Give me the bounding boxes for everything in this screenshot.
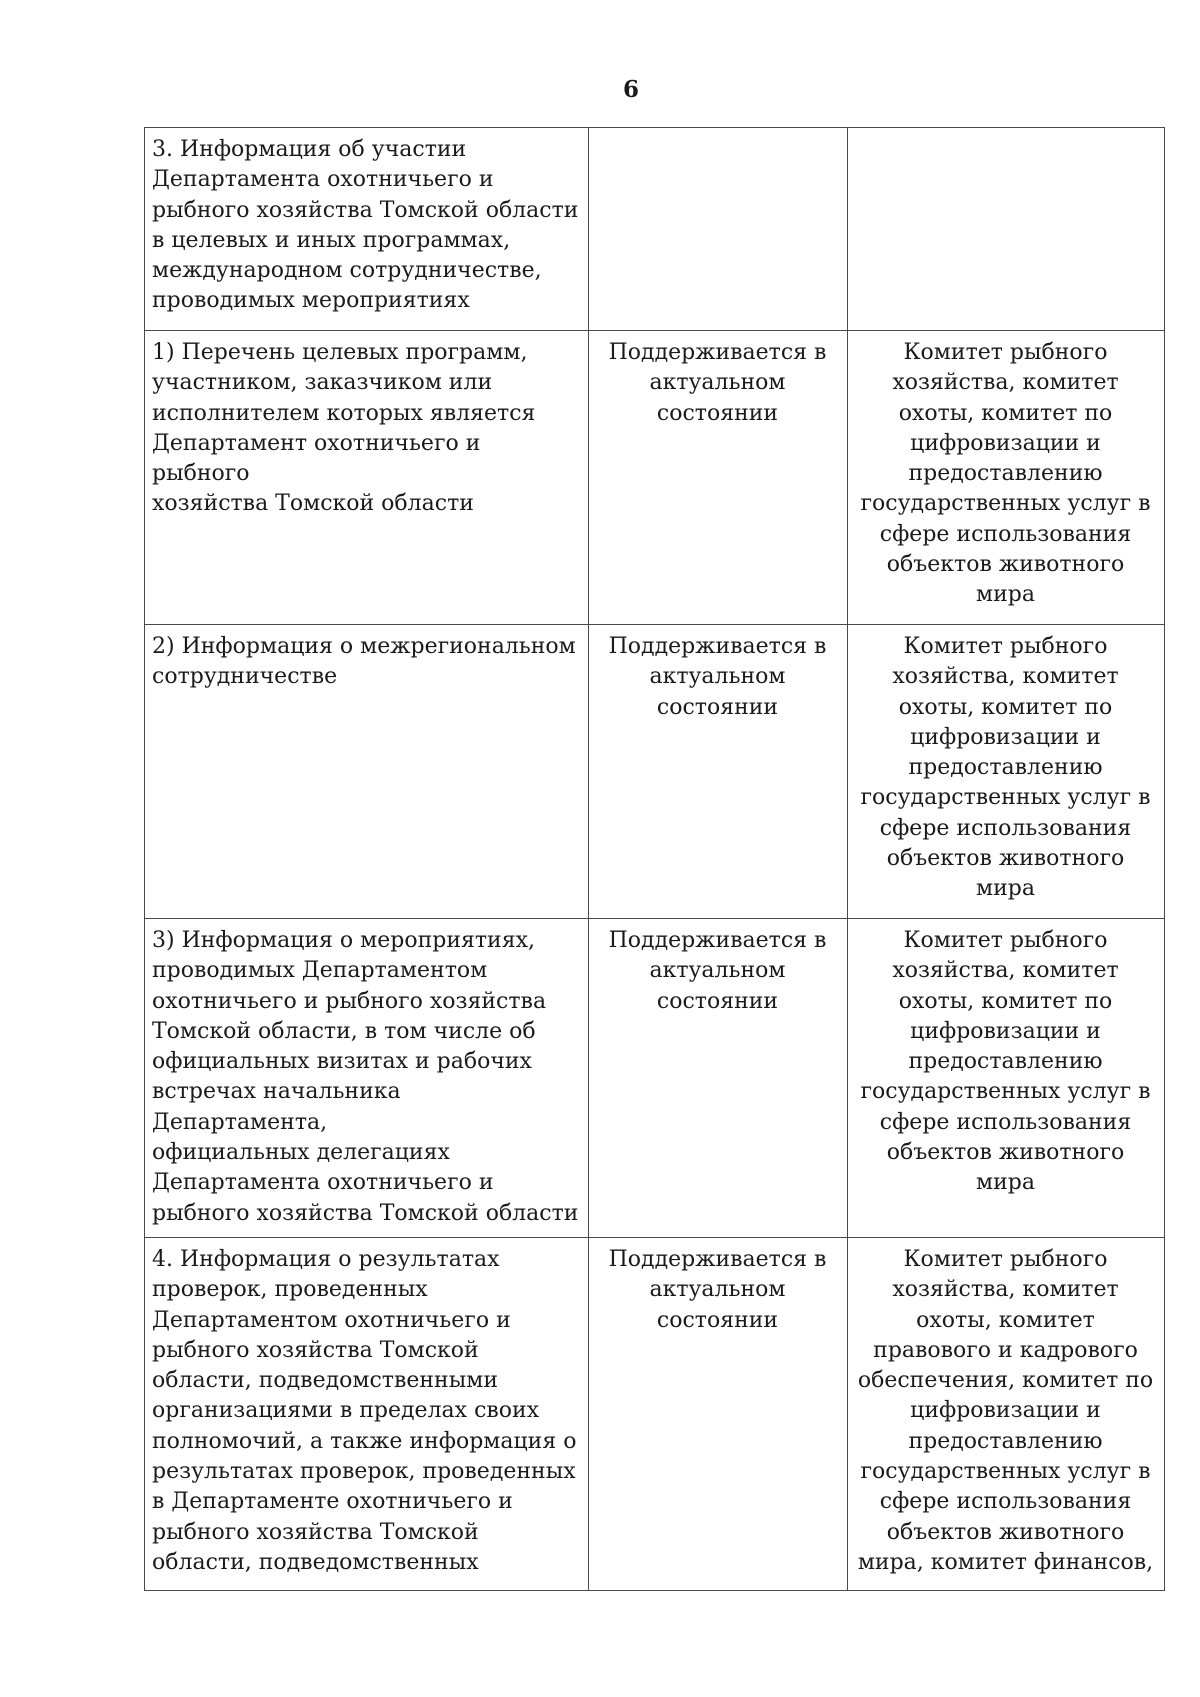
table-row bbox=[145, 625, 1165, 919]
table-row bbox=[145, 128, 1165, 331]
info-cell: 2) Информация о межрегиональном сотрудничестве bbox=[145, 625, 589, 919]
table-row bbox=[145, 1237, 1165, 1590]
info-cell: 3) Информация о мероприятиях, проводимых Департаментом охотничьего и рыбного хозяйства Томской области, в том числе об официальных визитах и рабочих встречах начальника Департамента, официальных делегациях Департамента охотничьего и рыбного хозяйства Томской области bbox=[145, 919, 589, 1238]
info-cell: 3. Информация об участии Департамента охотничьего и рыбного хозяйства Томской области в целевых и иных программах, международном сотрудничестве, проводимых мероприятиях bbox=[145, 128, 589, 331]
responsible-cell: Комитет рыбного хозяйства, комитет охоты, комитет по цифровизации и предоставлению государственных услуг в сфере использования объектов животного мира bbox=[848, 625, 1165, 919]
page-number: 6 bbox=[622, 76, 639, 103]
responsible-cell: Комитет рыбного хозяйства, комитет охоты, комитет по цифровизации и предоставлению государственных услуг в сфере использования объектов животного мира bbox=[848, 919, 1165, 1238]
responsible-cell bbox=[848, 128, 1165, 331]
table-row bbox=[145, 331, 1165, 625]
information-table bbox=[144, 127, 1165, 1591]
responsible-cell: Комитет рыбного хозяйства, комитет охоты, комитет правового и кадрового обеспечения, комитет по цифровизации и предоставлению государственных услуг в сфере использования объектов животного мира, комитет финансов, bbox=[848, 1237, 1165, 1590]
mode-cell: Поддерживается в актуальном состоянии bbox=[589, 919, 848, 1238]
mode-cell: Поддерживается в актуальном состоянии bbox=[589, 1237, 848, 1590]
mode-cell: Поддерживается в актуальном состоянии bbox=[589, 625, 848, 919]
table-row bbox=[145, 919, 1165, 1238]
info-cell: 1) Перечень целевых программ, участником, заказчиком или исполнителем которых является Департамент охотничьего и рыбного хозяйства Томской области bbox=[145, 331, 589, 625]
mode-cell: Поддерживается в актуальном состоянии bbox=[589, 331, 848, 625]
responsible-cell: Комитет рыбного хозяйства, комитет охоты, комитет по цифровизации и предоставлению государственных услуг в сфере использования объектов животного мира bbox=[848, 331, 1165, 625]
mode-cell bbox=[589, 128, 848, 331]
info-cell: 4. Информация о результатах проверок, проведенных Департаментом охотничьего и рыбного хозяйства Томской области, подведомственными организациями в пределах своих полномочий, а также информация о результатах проверок, проведенных в Департаменте охотничьего и рыбного хозяйства Томской области, подведомственных bbox=[145, 1237, 589, 1590]
